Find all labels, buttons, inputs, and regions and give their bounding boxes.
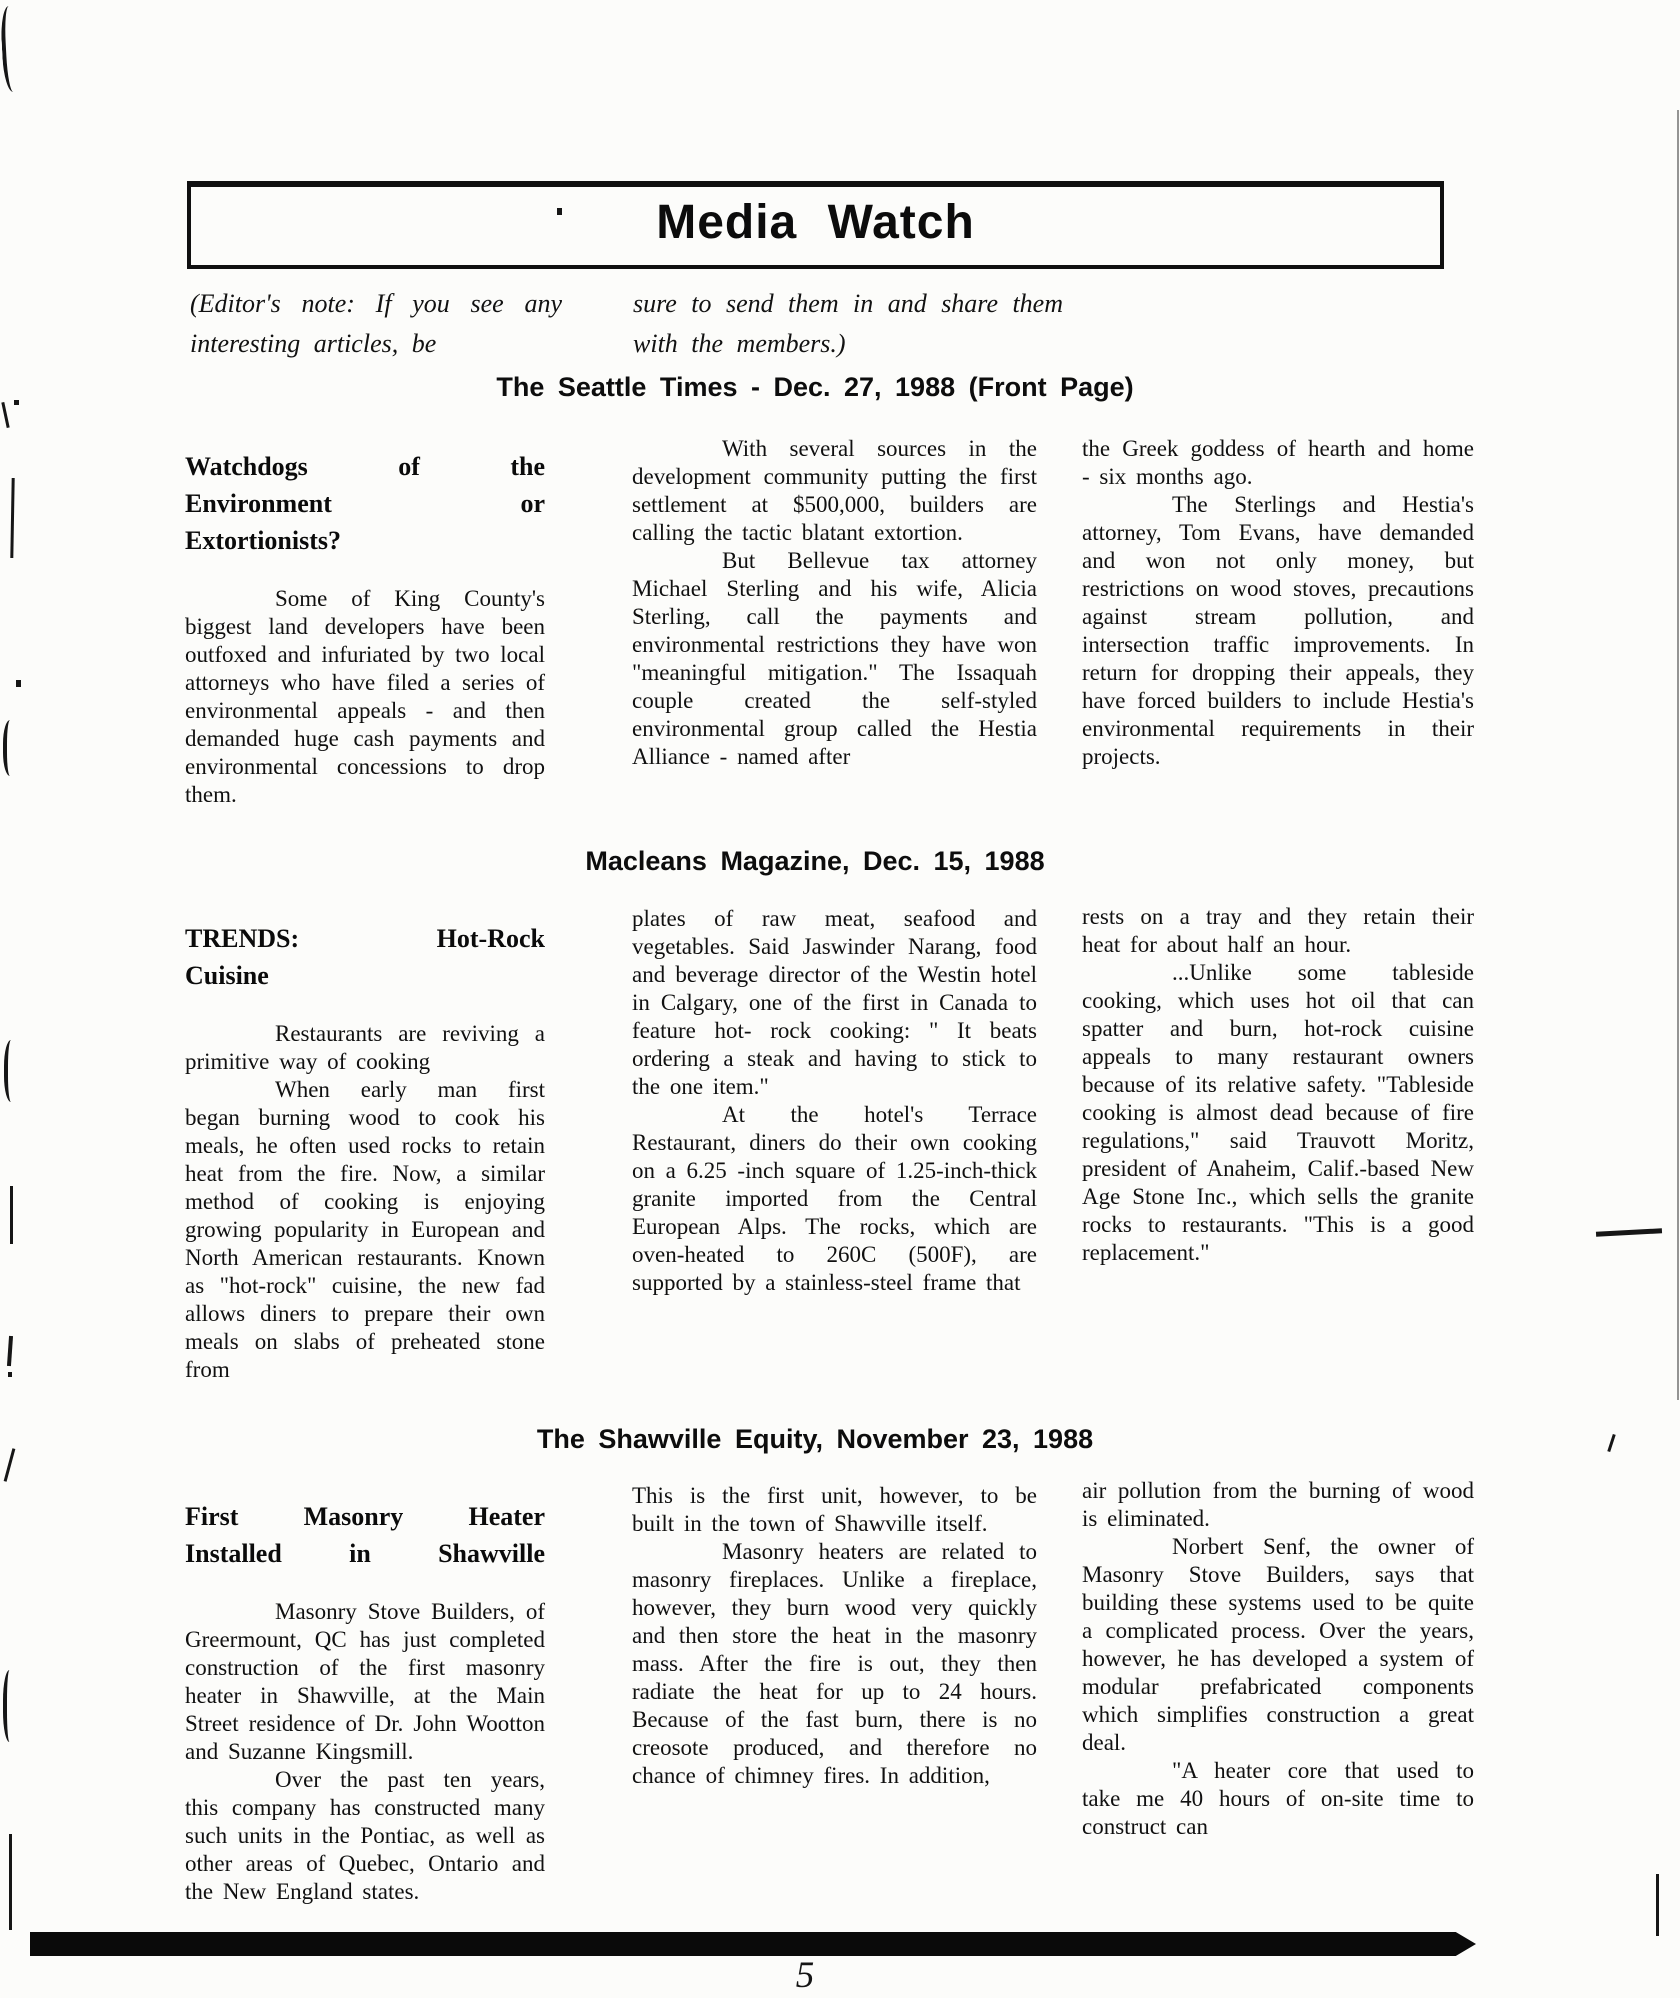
paragraph: Norbert Senf, the owner of Masonry Stove Builders, says that building these systems used to be quite a complicated process. Over the years, however, he has developed a system of modular prefabricated components which simplifies construction a great deal.: [1082, 1534, 1474, 1755]
paragraph: Masonry Stove Builders, of Greermount, QC has just completed construction of the first masonry heater in Shawville, at the Main Street residence of Dr. John Wootton and Suzanne Kingsmill.: [185, 1599, 545, 1764]
editor-note-right: sure to send them in and share them with the members.): [633, 289, 1063, 358]
scan-artifact: [3, 1670, 16, 1742]
article2-column3: [1082, 903, 1474, 1267]
scan-artifact: [0, 6, 22, 93]
paragraph: the Greek goddess of hearth and home - six months ago.: [1082, 436, 1474, 489]
paragraph: plates of raw meat, seafood and vegetables. Said Jaswinder Narang, food and beverage director of the Westin hotel in Calgary, one of the first in Canada to feature hot- rock cooking: " It beats ordering a steak and having to stick to the one item.": [632, 906, 1037, 1099]
scan-artifact: [10, 478, 14, 558]
scan-artifact: [1, 402, 9, 428]
scan-artifact: [4, 1040, 18, 1102]
scan-artifact: [9, 1834, 12, 1930]
scan-artifact: [1607, 1434, 1615, 1452]
paragraph: "A heater core that used to take me 40 hours of on-site time to construct can: [1082, 1758, 1474, 1839]
article-source-heading: The Shawville Equity, November 23, 1988: [536, 1424, 1094, 1454]
page-title: Media Watch: [656, 196, 975, 249]
paragraph: Masonry heaters are related to masonry fireplaces. Unlike a fireplace, however, they burn wood very quickly and then store the heat in the masonry mass. After the fire is out, they then radiate the heat for up to 24 hours. Because of the fast burn, there is no creosote produced, and therefore no chance of chimney fires. In addition,: [632, 1539, 1037, 1788]
article3-heading: First Masonry Heater Installed in Shawville: [185, 1502, 545, 1568]
paragraph: ...Unlike some tableside cooking, which uses hot oil that can spatter and burn, hot-rock cuisine appeals to many restaurant owners because of its relative safety. "Tableside cooking is almost dead because of fire regulations," said Trauvott Moritz, president of Anaheim, Calif.-based New Age Stone Inc., which sells the granite rocks to restaurants. "This is a good replacement.": [1082, 960, 1474, 1265]
editor-note-left: (Editor's note: If you see any interesting articles, be: [190, 289, 562, 358]
paragraph: Restaurants are reviving a primitive way of cooking: [185, 1021, 545, 1074]
paragraph: When early man first began burning wood to cook his meals, he often used rocks to retain heat from the fire. Now, a similar method of cooking is enjoying growing popularity in European and North American restaurants. Known as "hot-rock" cuisine, the new fad allows diners to prepare their own meals on slabs of preheated stone from: [185, 1077, 545, 1382]
scan-artifact: [1596, 1228, 1662, 1236]
article3-column1: [185, 1498, 545, 1906]
article2-heading: TRENDS: Hot-Rock Cuisine: [185, 924, 545, 990]
scan-artifact: [1656, 1874, 1659, 1936]
paragraph: air pollution from the burning of wood is eliminated.: [1082, 1478, 1474, 1531]
article1-column2: [632, 435, 1037, 771]
scan-artifact: [10, 1186, 13, 1244]
paragraph: rests on a tray and they retain their heat for about half an hour.: [1082, 904, 1474, 957]
scan-artifact: [3, 720, 17, 776]
scan-artifact: [8, 1372, 12, 1377]
article3-column3: [1082, 1477, 1474, 1841]
paragraph: With several sources in the development community putting the first settlement at $500,000, builders are calling the tactic blatant extortion.: [632, 436, 1037, 545]
article1-column3: [1082, 435, 1474, 771]
article1-heading: Watchdogs of the Environment or Extortionists?: [185, 452, 545, 555]
paragraph: Over the past ten years, this company has constructed many such units in the Pontiac, as well as other areas of Quebec, Ontario and the New England states.: [185, 1767, 545, 1904]
title-box: [187, 181, 1444, 269]
paragraph: At the hotel's Terrace Restaurant, diners do their own cooking on a 6.25 -inch square of 1.25-inch-thick granite imported from the Central European Alps. The rocks, which are oven-heated to 260C (500F), are supported by a stainless-steel frame that: [632, 1102, 1037, 1295]
scan-artifact: [7, 1336, 13, 1366]
paragraph: Some of King County's biggest land developers have been outfoxed and infuriated by two local attorneys who have filed a series of environmental appeals - and then demanded huge cash payments and environmental concessions to drop them.: [185, 586, 545, 807]
footer-rule-bar: [30, 1932, 1476, 1956]
scan-artifact: [4, 1448, 16, 1482]
paragraph: The Sterlings and Hestia's attorney, Tom Evans, have demanded and won not only money, but restrictions on wood stoves, precautions against stream pollution, and intersection traffic improvements. In return for dropping their appeals, they have forced builders to include Hestia's environmental requirements in their projects.: [1082, 492, 1474, 769]
article-source-heading: Macleans Magazine, Dec. 15, 1988: [585, 846, 1045, 876]
scan-artifact: [16, 680, 21, 687]
paragraph: But Bellevue tax attorney Michael Sterling and his wife, Alicia Sterling, call the payments and environmental restrictions they have won "meaningful mitigation." The Issaquah couple created the self-styled environmental group called the Hestia Alliance - named after: [632, 548, 1037, 769]
article3-column2: [632, 1482, 1037, 1790]
article-source-heading: The Seattle Times - Dec. 27, 1988 (Front Page): [496, 372, 1134, 402]
article1-column1: [185, 448, 545, 809]
paragraph: This is the first unit, however, to be built in the town of Shawville itself.: [632, 1483, 1037, 1536]
page-number: 5: [795, 1955, 815, 1996]
scan-artifact: [14, 400, 19, 405]
scan-artifact: [557, 208, 562, 215]
article2-column1: [185, 920, 545, 1384]
scan-artifact: [1677, 110, 1679, 1400]
article2-column2: [632, 905, 1037, 1297]
